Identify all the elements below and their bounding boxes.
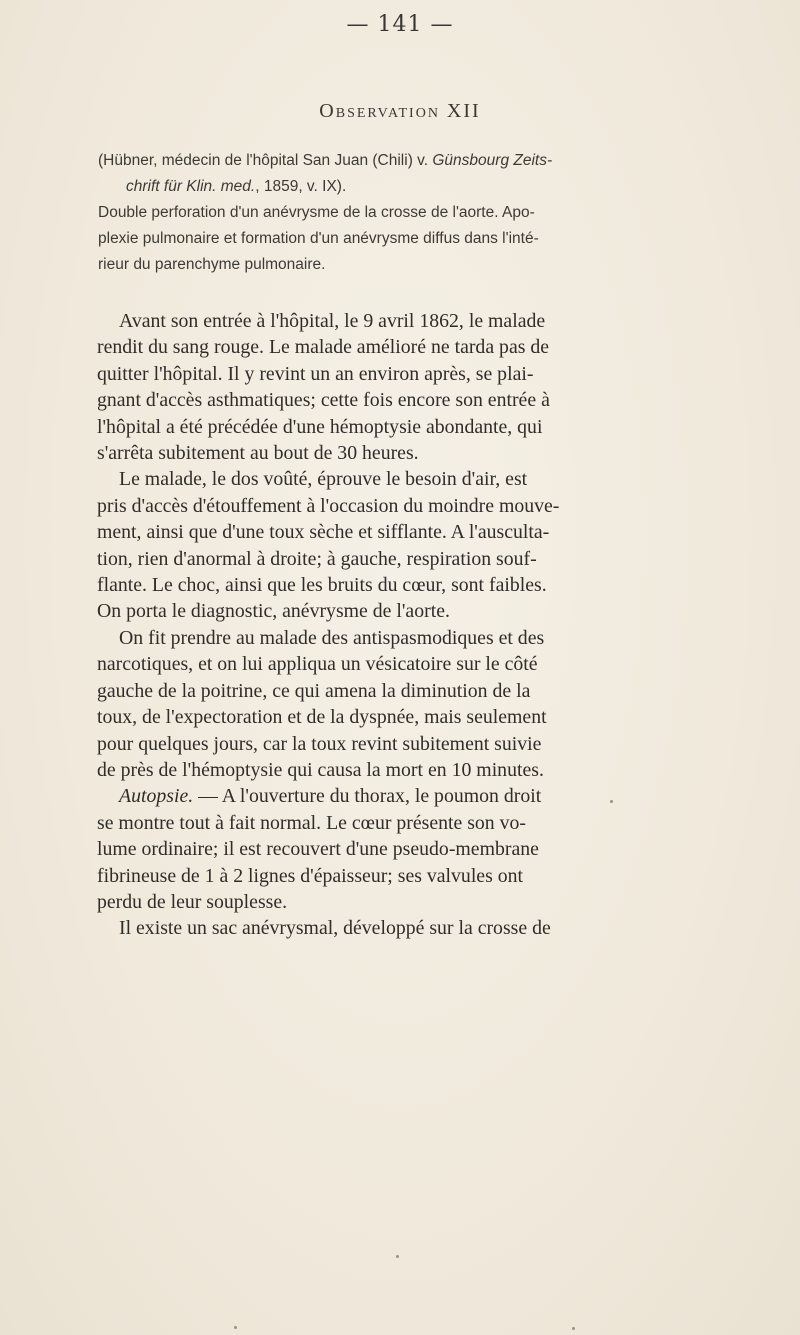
paper-speck <box>234 1326 237 1329</box>
paper-speck <box>572 1327 575 1330</box>
summary-line: plexie pulmonaire et formation d'un anévrysme diffus dans l'inté- <box>98 230 539 247</box>
autopsy-heading: Autopsie. <box>119 785 194 808</box>
text-line: Autopsie. — A l'ouverture du thorax, le poumon droit <box>119 785 542 808</box>
summary-line: Double perforation d'un anévrysme de la crosse de l'aorte. Apo- <box>98 204 535 221</box>
text-line: toux, de l'expectoration et de la dyspnée, mais seulement <box>97 706 547 729</box>
journal-citation: chrift für Klin. med. <box>126 178 256 195</box>
paper-speck <box>610 800 613 803</box>
text-line: flante. Le choc, ainsi que les bruits du cœur, sont faibles. <box>97 574 547 597</box>
text-line: pris d'accès d'étouffement à l'occasion du moindre mouve- <box>97 494 560 517</box>
text-line: Le malade, le dos voûté, éprouve le besoin d'air, est <box>119 468 528 491</box>
summary-line: (Hübner, médecin de l'hôpital San Juan (Chili) v. Günsbourg Zeits- <box>98 152 553 169</box>
case-summary <box>98 148 718 278</box>
text-line: tion, rien d'anormal à droite; à gauche, respiration souf- <box>97 547 537 570</box>
text-line: gnant d'accès asthmatiques; cette fois encore son entrée à <box>97 389 550 412</box>
paper-speck <box>396 1255 399 1258</box>
text-line: perdu de leur souplesse. <box>97 890 288 913</box>
text-line: narcotiques, et on lui appliqua un vésicatoire sur le côté <box>97 653 538 676</box>
text-line: gauche de la poitrine, ce qui amena la diminution de la <box>97 679 531 702</box>
observation-title: Observation XII <box>319 100 481 122</box>
summary-line: rieur du parenchyme pulmonaire. <box>98 256 326 273</box>
text-line: On porta le diagnostic, anévrysme de l'aorte. <box>97 600 450 623</box>
text-line: quitter l'hôpital. Il y revint un an environ après, se plai- <box>97 362 534 385</box>
summary-line: chrift für Klin. med., 1859, v. IX). <box>126 178 347 195</box>
text-line: pour quelques jours, car la toux revint subitement suivie <box>97 732 542 755</box>
observation-body <box>97 308 722 942</box>
journal-citation: Günsbourg Zeits- <box>432 152 553 169</box>
text-line: s'arrêta subitement au bout de 30 heures. <box>97 442 419 465</box>
text-line: de près de l'hémoptysie qui causa la mort en 10 minutes. <box>97 758 544 781</box>
text-line: fibrineuse de 1 à 2 lignes d'épaisseur; ses valvules ont <box>97 864 524 887</box>
text-line: ment, ainsi que d'une toux sèche et sifflante. A l'ausculta- <box>97 521 550 544</box>
text-line: On fit prendre au malade des antispasmodiques et des <box>119 626 545 649</box>
text-line: se montre tout à fait normal. Le cœur présente son vo- <box>97 811 527 834</box>
text-line: l'hôpital a été précédée d'une hémoptysie abondante, qui <box>97 415 543 438</box>
text-line: Il existe un sac anévrysmal, développé sur la crosse de <box>119 917 551 940</box>
text-line: rendit du sang rouge. Le malade amélioré ne tarda pas de <box>97 336 550 359</box>
text-line: lume ordinaire; il est recouvert d'une pseudo-membrane <box>97 838 539 861</box>
page-number: — 141 — <box>346 12 454 37</box>
text-line: Avant son entrée à l'hôpital, le 9 avril 1862, le malade <box>119 310 546 332</box>
